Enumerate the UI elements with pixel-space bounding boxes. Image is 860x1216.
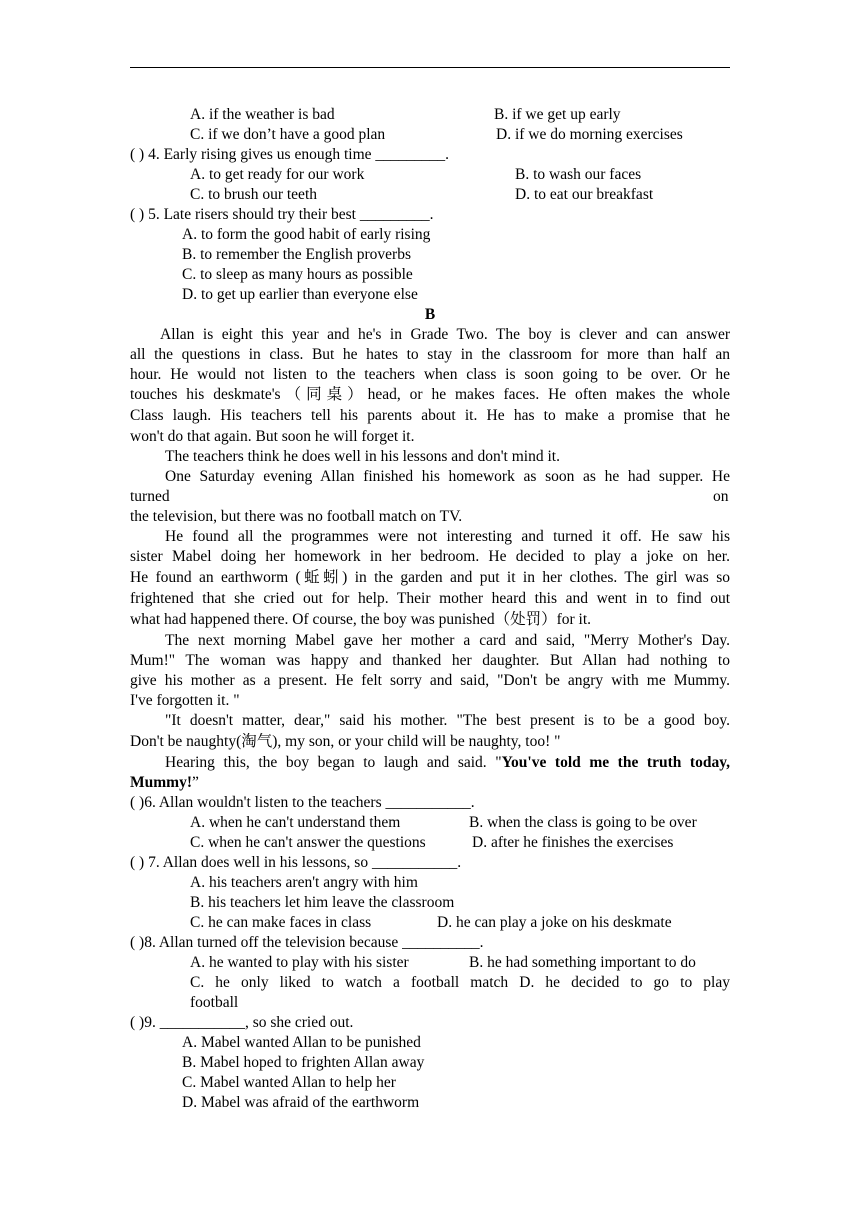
passage-text: ” bbox=[192, 774, 199, 791]
q6-option-d: D. after he finishes the exercises bbox=[472, 834, 674, 851]
q9-option-b: B. Mabel hoped to frighten Allan away bbox=[182, 1054, 425, 1071]
q7-option-a: A. his teachers aren't angry with him bbox=[190, 874, 418, 891]
q5-option-a: A. to form the good habit of early rising bbox=[182, 226, 431, 243]
passage-line: Mum!" The woman was happy and thanked her daughter. But Allan had nothing to bbox=[130, 652, 730, 669]
q5-option-b: B. to remember the English proverbs bbox=[182, 246, 412, 263]
question-4: ( ) 4. Early rising gives us enough time _________. bbox=[130, 146, 449, 163]
passage-line: The next morning Mabel gave her mother a card and said, "Merry Mother's Day. bbox=[165, 632, 730, 649]
passage-line: One Saturday evening Allan finished his homework as soon as he had supper. He bbox=[165, 468, 730, 485]
passage-line: He found all the programmes were not interesting and turned it off. He saw his bbox=[165, 528, 730, 545]
q6-option-c: C. when he can't answer the questions bbox=[190, 834, 426, 851]
q9-option-d: D. Mabel was afraid of the earthworm bbox=[182, 1094, 420, 1111]
question-6: ( )6. Allan wouldn't listen to the teachers ___________. bbox=[130, 794, 475, 811]
passage-line: all the questions in class. But he hates to stay in the classroom for more than half an bbox=[130, 346, 730, 363]
passage-line: won't do that again. But soon he will forget it. bbox=[130, 428, 415, 445]
passage-line: He found an earthworm (蚯蚓) in the garden and put it in her clothes. The girl was so bbox=[130, 569, 730, 586]
q3-option-b: B. if we get up early bbox=[494, 106, 621, 123]
q4-option-a: A. to get ready for our work bbox=[190, 166, 365, 183]
passage-line: I've forgotten it. " bbox=[130, 692, 240, 709]
q8-option-a: A. he wanted to play with his sister bbox=[190, 954, 409, 971]
passage-line: what had happened there. Of course, the boy was punished（处罚）for it. bbox=[130, 611, 592, 628]
q7-option-c: C. he can make faces in class bbox=[190, 914, 372, 931]
q9-option-a: A. Mabel wanted Allan to be punished bbox=[182, 1034, 421, 1051]
q8-option-b: B. he had something important to do bbox=[469, 954, 696, 971]
q8-option-c-d: C. he only liked to watch a football match D. he decided to go to play bbox=[190, 974, 730, 991]
question-5: ( ) 5. Late risers should try their best _________. bbox=[130, 206, 434, 223]
q3-option-a: A. if the weather is bad bbox=[190, 106, 335, 123]
passage-line: give his mother as a present. He felt sorry and said, "Don't be angry with me Mummy. bbox=[130, 672, 730, 689]
passage-line: turned bbox=[130, 488, 170, 505]
passage-line: Allan is eight this year and he's in Grade Two. The boy is clever and can answer bbox=[160, 326, 730, 343]
q5-option-d: D. to get up earlier than everyone else bbox=[182, 286, 418, 303]
passage-line: on bbox=[713, 488, 729, 505]
q4-option-b: B. to wash our faces bbox=[515, 166, 642, 183]
question-9: ( )9. ___________, so she cried out. bbox=[130, 1014, 354, 1031]
q5-option-c: C. to sleep as many hours as possible bbox=[182, 266, 413, 283]
passage-line: Class laugh. His teachers tell his parents about it. He has to make a promise that he bbox=[130, 407, 730, 424]
q9-option-c: C. Mabel wanted Allan to help her bbox=[182, 1074, 396, 1091]
section-b-heading: B bbox=[424, 306, 436, 323]
passage-line: Don't be naughty(淘气), my son, or your child will be naughty, too! " bbox=[130, 733, 561, 750]
question-7: ( ) 7. Allan does well in his lessons, so ___________. bbox=[130, 854, 462, 871]
passage-line: sister Mabel doing her homework in her bedroom. He decided to play a joke on her. bbox=[130, 548, 730, 565]
passage-line bbox=[130, 773, 199, 793]
q8-option-d-cont: football bbox=[190, 994, 239, 1011]
q7-option-d: D. he can play a joke on his deskmate bbox=[437, 914, 672, 931]
passage-line: "It doesn't matter, dear," said his mother. "The best present is to be a good boy. bbox=[165, 712, 730, 729]
passage-line: The teachers think he does well in his lessons and don't mind it. bbox=[165, 448, 560, 465]
passage-line: hour. He would not listen to the teachers when class is soon going to be over. Or he bbox=[130, 366, 730, 383]
passage-line: frightened that she cried out for help. Their mother heard this and went in to find out bbox=[130, 590, 730, 607]
q6-option-b: B. when the class is going to be over bbox=[469, 814, 697, 831]
q4-option-d: D. to eat our breakfast bbox=[515, 186, 654, 203]
q3-option-c: C. if we don’t have a good plan bbox=[190, 126, 386, 143]
header-rule bbox=[130, 67, 730, 68]
passage-line: touches his deskmate's（同桌）head, or he makes faces. He often makes the whole bbox=[130, 386, 730, 403]
bold-quote: Mummy! bbox=[130, 774, 192, 791]
passage-line: the television, but there was no football match on TV. bbox=[130, 508, 463, 525]
bold-quote: You've told me the truth today, bbox=[501, 754, 730, 771]
q6-option-a: A. when he can't understand them bbox=[190, 814, 401, 831]
q7-option-b: B. his teachers let him leave the classroom bbox=[190, 894, 455, 911]
passage-line bbox=[165, 753, 730, 773]
q4-option-c: C. to brush our teeth bbox=[190, 186, 317, 203]
passage-text: Hearing this, the boy began to laugh and said. " bbox=[165, 754, 502, 771]
question-8: ( )8. Allan turned off the television because __________. bbox=[130, 934, 484, 951]
q3-option-d: D. if we do morning exercises bbox=[496, 126, 683, 143]
